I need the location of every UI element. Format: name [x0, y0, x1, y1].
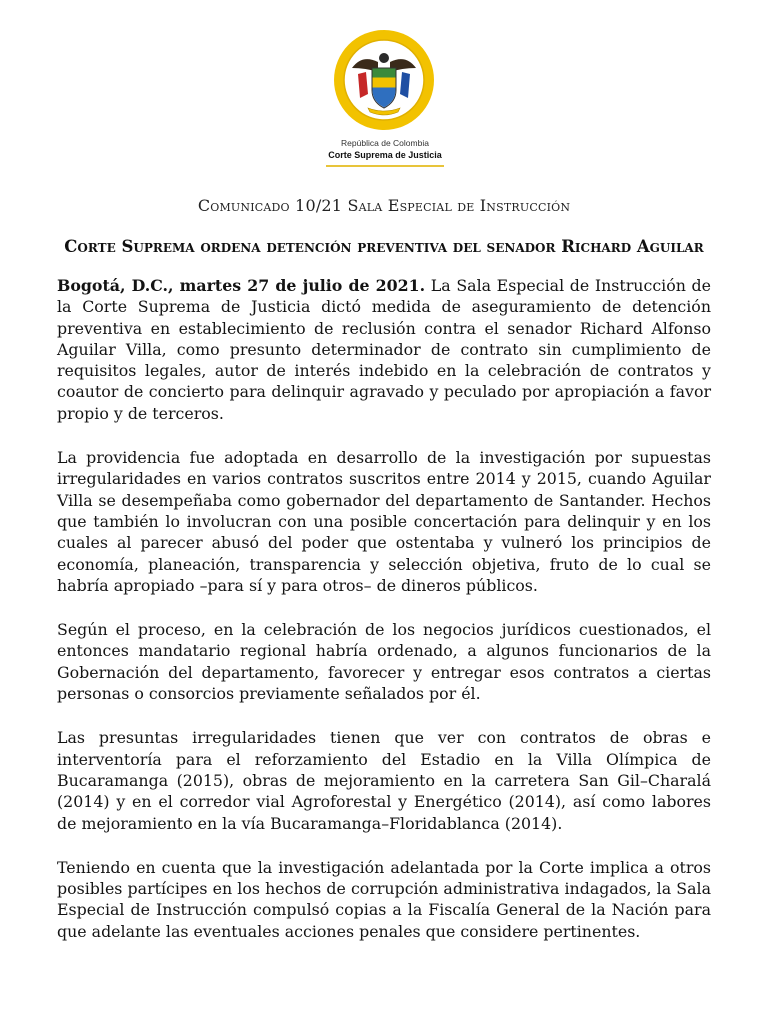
headline: Corte Suprema ordena detención preventiva del senador Richard Aguilar [64, 237, 704, 256]
paragraph: La providencia fue adoptada en desarrollo de la investigación por supuestas irregularidades en varios contratos suscritos entre 2014 y 2015, cuando Aguilar Villa se desempeñaba como gobernador del departamento de Santander. Hechos que también lo involucran con una posible concertación para delinquir y en los cuales al parecer abusó del poder que ostentaba y vulneró los principios de economía, planeación, transparencia y selección objetiva, fruto de lo cual se habría apropiado –para sí y para otros– de dineros públicos. [57, 448, 711, 595]
paragraph: Las presuntas irregularidades tienen que ver con contratos de obras e interventoría para el reforzamiento del Estadio en la Villa Olímpica de Bucaramanga (2015), obras de mejoramiento en la carretera San Gil–Charalá (2014) y en el corredor vial Agroforestal y Energético (2014), así como labores de mejoramiento en la vía Bucaramanga–Floridablanca (2014). [57, 728, 711, 833]
paragraph: Teniendo en cuenta que la investigación adelantada por la Corte implica a otros posibles partícipes en los hechos de corrupción administrativa indagados, la Sala Especial de Instrucción compulsó copias a la Fiscalía General de la Nación para que adelante las eventuales acciones penales que considere pertinentes. [57, 857, 711, 941]
institution-name: Corte Suprema de Justicia [328, 150, 442, 160]
letterhead-rule [326, 165, 444, 167]
institution-block [326, 138, 444, 167]
letterhead-logo [0, 28, 768, 136]
paragraph: Según el proceso, en la celebración de los negocios jurídicos cuestionados, el entonces mandatario regional habría ordenado, a algunos funcionarios de la Gobernación del departamento, favorecer y entregar esos contratos a ciertas personas o consorcios previamente señalados por él. [57, 620, 711, 704]
paragraph [57, 275, 711, 424]
paragraph-text: La Sala Especial de Instrucción de la Corte Suprema de Justicia dictó medida de aseguramiento de detención preventiva en establecimiento de reclusión contra el senador Richard Alfonso Aguilar Villa, como presunto determinador de contrato sin cumplimiento de requisitos legales, autor de interés indebido en la celebración de contratos y coautor de concierto para delinquir agravado y peculado por apropiación a favor propio y de terceros. [57, 276, 711, 423]
communique-number: Comunicado 10/21 Sala Especial de Instrucción [197, 196, 571, 215]
coat-of-arms-seal-icon [332, 28, 436, 132]
dateline: Bogotá, D.C., martes 27 de julio de 2021. [57, 276, 426, 295]
body-text [57, 275, 711, 965]
republic-label: República de Colombia [341, 138, 429, 148]
